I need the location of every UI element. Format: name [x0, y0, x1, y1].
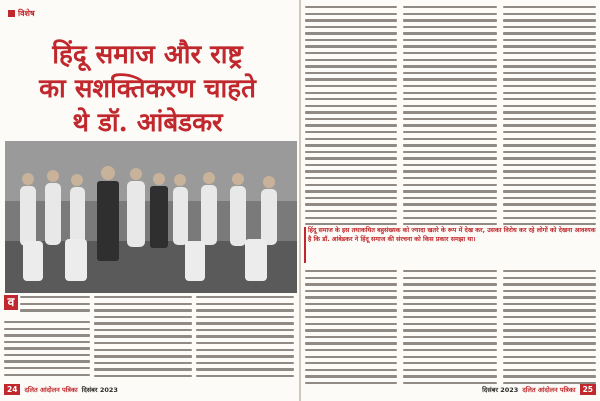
issue-date-left: दिसंबर 2023 [81, 386, 118, 394]
historic-group-photo [5, 141, 297, 293]
article-column-9 [503, 270, 596, 384]
headline [10, 38, 285, 140]
article-column-3 [196, 296, 294, 377]
right-page-footer [482, 384, 596, 395]
photo-illustration [5, 141, 297, 293]
section-tag [8, 8, 35, 19]
section-marker-icon [8, 10, 15, 17]
article-column-2 [94, 296, 192, 377]
issue-date-right: दिसंबर 2023 [482, 386, 519, 394]
page-number-right: 25 [580, 384, 596, 395]
article-column-1 [4, 321, 90, 376]
article-column-7 [305, 270, 397, 384]
left-page-footer [4, 384, 118, 395]
pull-quote: हिंदू समाज के इस तथाकथित बहुसंख्यक को ज्यादा खतरे के रूप में देख कर, उसका विरोध कर रहे लोगों को देखना आवश्यक है कि डॉ. आंबेडकर ने हिंदू समाज की संरचना को किस प्रकार समझा था। [308, 227, 596, 243]
magazine-name-right: दलित आंदोलन पत्रिका [522, 386, 576, 394]
article-column-6 [503, 6, 596, 225]
article-column-4 [305, 6, 397, 225]
right-page [301, 0, 600, 401]
headline-line-1: हिंदू समाज और राष्ट्र [52, 40, 243, 70]
drop-cap: व [4, 295, 18, 310]
article-column-1-opening [20, 296, 90, 312]
headline-line-3: थे डॉ. आंबेडकर [72, 108, 223, 138]
article-column-8 [403, 270, 497, 384]
left-page [0, 0, 299, 401]
headline-line-2: का सशक्तिकरण चाहते [39, 74, 256, 104]
section-label: विशेष [18, 8, 35, 18]
pull-quote-bar [304, 227, 306, 263]
page-number-left: 24 [4, 384, 20, 395]
magazine-name-left: दलित आंदोलन पत्रिका [24, 386, 78, 394]
article-column-5 [403, 6, 497, 225]
